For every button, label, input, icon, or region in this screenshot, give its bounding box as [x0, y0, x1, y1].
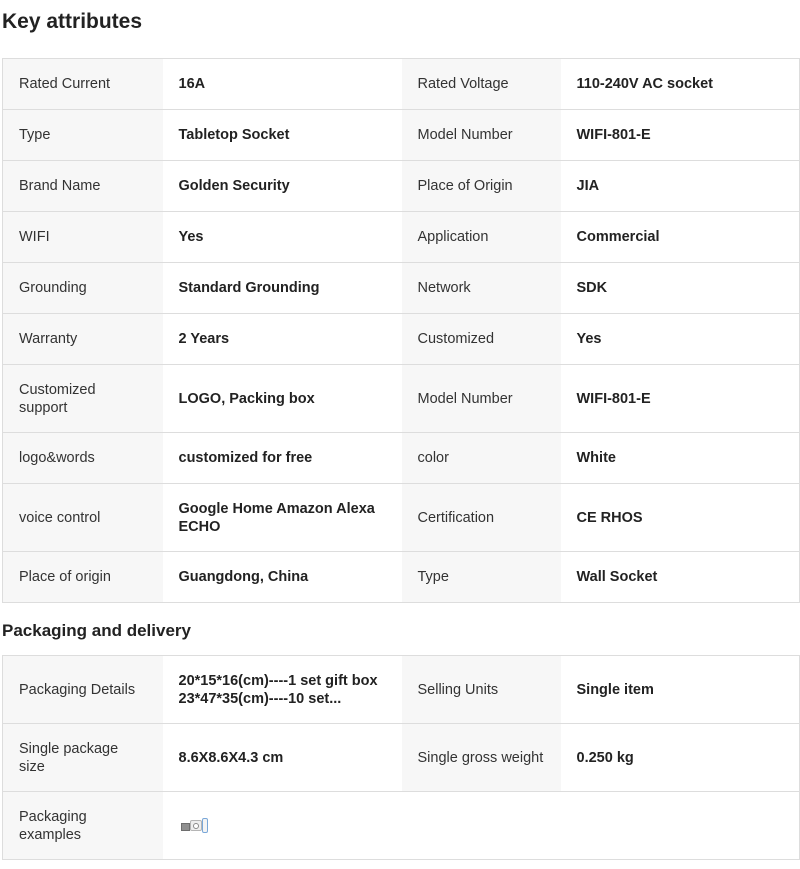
attr-label: Grounding [3, 263, 163, 314]
attr-label: Network [402, 263, 561, 314]
attr-label: Warranty [3, 314, 163, 365]
attr-value: WIFI-801-E [561, 365, 800, 433]
table-row [3, 59, 800, 110]
table-row [3, 263, 800, 314]
table-row [3, 724, 800, 792]
packaging-examples-cell [163, 792, 800, 860]
attr-label: Customized support [3, 365, 163, 433]
table-row [3, 161, 800, 212]
attr-value [163, 656, 402, 724]
attr-value: customized for free [163, 433, 402, 484]
attr-label: WIFI [3, 212, 163, 263]
attr-value: 0.250 kg [561, 724, 800, 792]
table-row [3, 314, 800, 365]
attr-label: Brand Name [3, 161, 163, 212]
attr-label: Place of Origin [402, 161, 561, 212]
attr-label: Customized [402, 314, 561, 365]
packaging-thumbnail-icon[interactable] [179, 817, 209, 835]
attr-label: Place of origin [3, 552, 163, 603]
packaging-table [2, 655, 800, 860]
attr-label: Single gross weight [402, 724, 561, 792]
key-attributes-table [2, 58, 800, 603]
attr-value: Tabletop Socket [163, 110, 402, 161]
attr-value: Google Home Amazon Alexa ECHO [163, 484, 402, 552]
attr-value: CE RHOS [561, 484, 800, 552]
table-row [3, 212, 800, 263]
table-row [3, 433, 800, 484]
table-row [3, 110, 800, 161]
attr-value: White [561, 433, 800, 484]
attr-label: Model Number [402, 110, 561, 161]
key-attributes-title: Key attributes [2, 10, 143, 33]
attr-value: Wall Socket [561, 552, 800, 603]
attr-label: logo&words [3, 433, 163, 484]
attr-value: WIFI-801-E [561, 110, 800, 161]
attr-label: Packaging examples [3, 792, 163, 860]
attr-value: Single item [561, 656, 800, 724]
packaging-details-value: 20*15*16(cm)----1 set gift box 23*47*35(cm)----10 set... [178, 672, 378, 707]
table-row [3, 792, 800, 860]
attr-label: Rated Voltage [402, 59, 561, 110]
attr-label: Single package size [3, 724, 163, 792]
attr-label: Type [402, 552, 561, 603]
attr-value: SDK [561, 263, 800, 314]
attr-value: Yes [163, 212, 402, 263]
attr-label: Certification [402, 484, 561, 552]
attr-value: 16A [163, 59, 402, 110]
attr-label: Packaging Details [3, 656, 163, 724]
table-row [3, 552, 800, 603]
attr-label: Model Number [402, 365, 561, 433]
attr-value: JIA [561, 161, 800, 212]
table-row [3, 656, 800, 724]
attr-value: Golden Security [163, 161, 402, 212]
packaging-title: Packaging and delivery [2, 621, 191, 640]
attr-value: Commercial [561, 212, 800, 263]
attr-label: Type [3, 110, 163, 161]
attr-value: 2 Years [163, 314, 402, 365]
table-row [3, 365, 800, 433]
attr-label: Rated Current [3, 59, 163, 110]
attr-value: 110-240V AC socket [561, 59, 800, 110]
attr-label: voice control [3, 484, 163, 552]
attr-value: Yes [561, 314, 800, 365]
attr-label: color [402, 433, 561, 484]
attr-value: Guangdong, China [163, 552, 402, 603]
table-row [3, 484, 800, 552]
attr-label: Selling Units [402, 656, 561, 724]
attr-value: LOGO, Packing box [163, 365, 402, 433]
attr-value: 8.6X8.6X4.3 cm [163, 724, 402, 792]
attr-value: Standard Grounding [163, 263, 402, 314]
attr-label: Application [402, 212, 561, 263]
